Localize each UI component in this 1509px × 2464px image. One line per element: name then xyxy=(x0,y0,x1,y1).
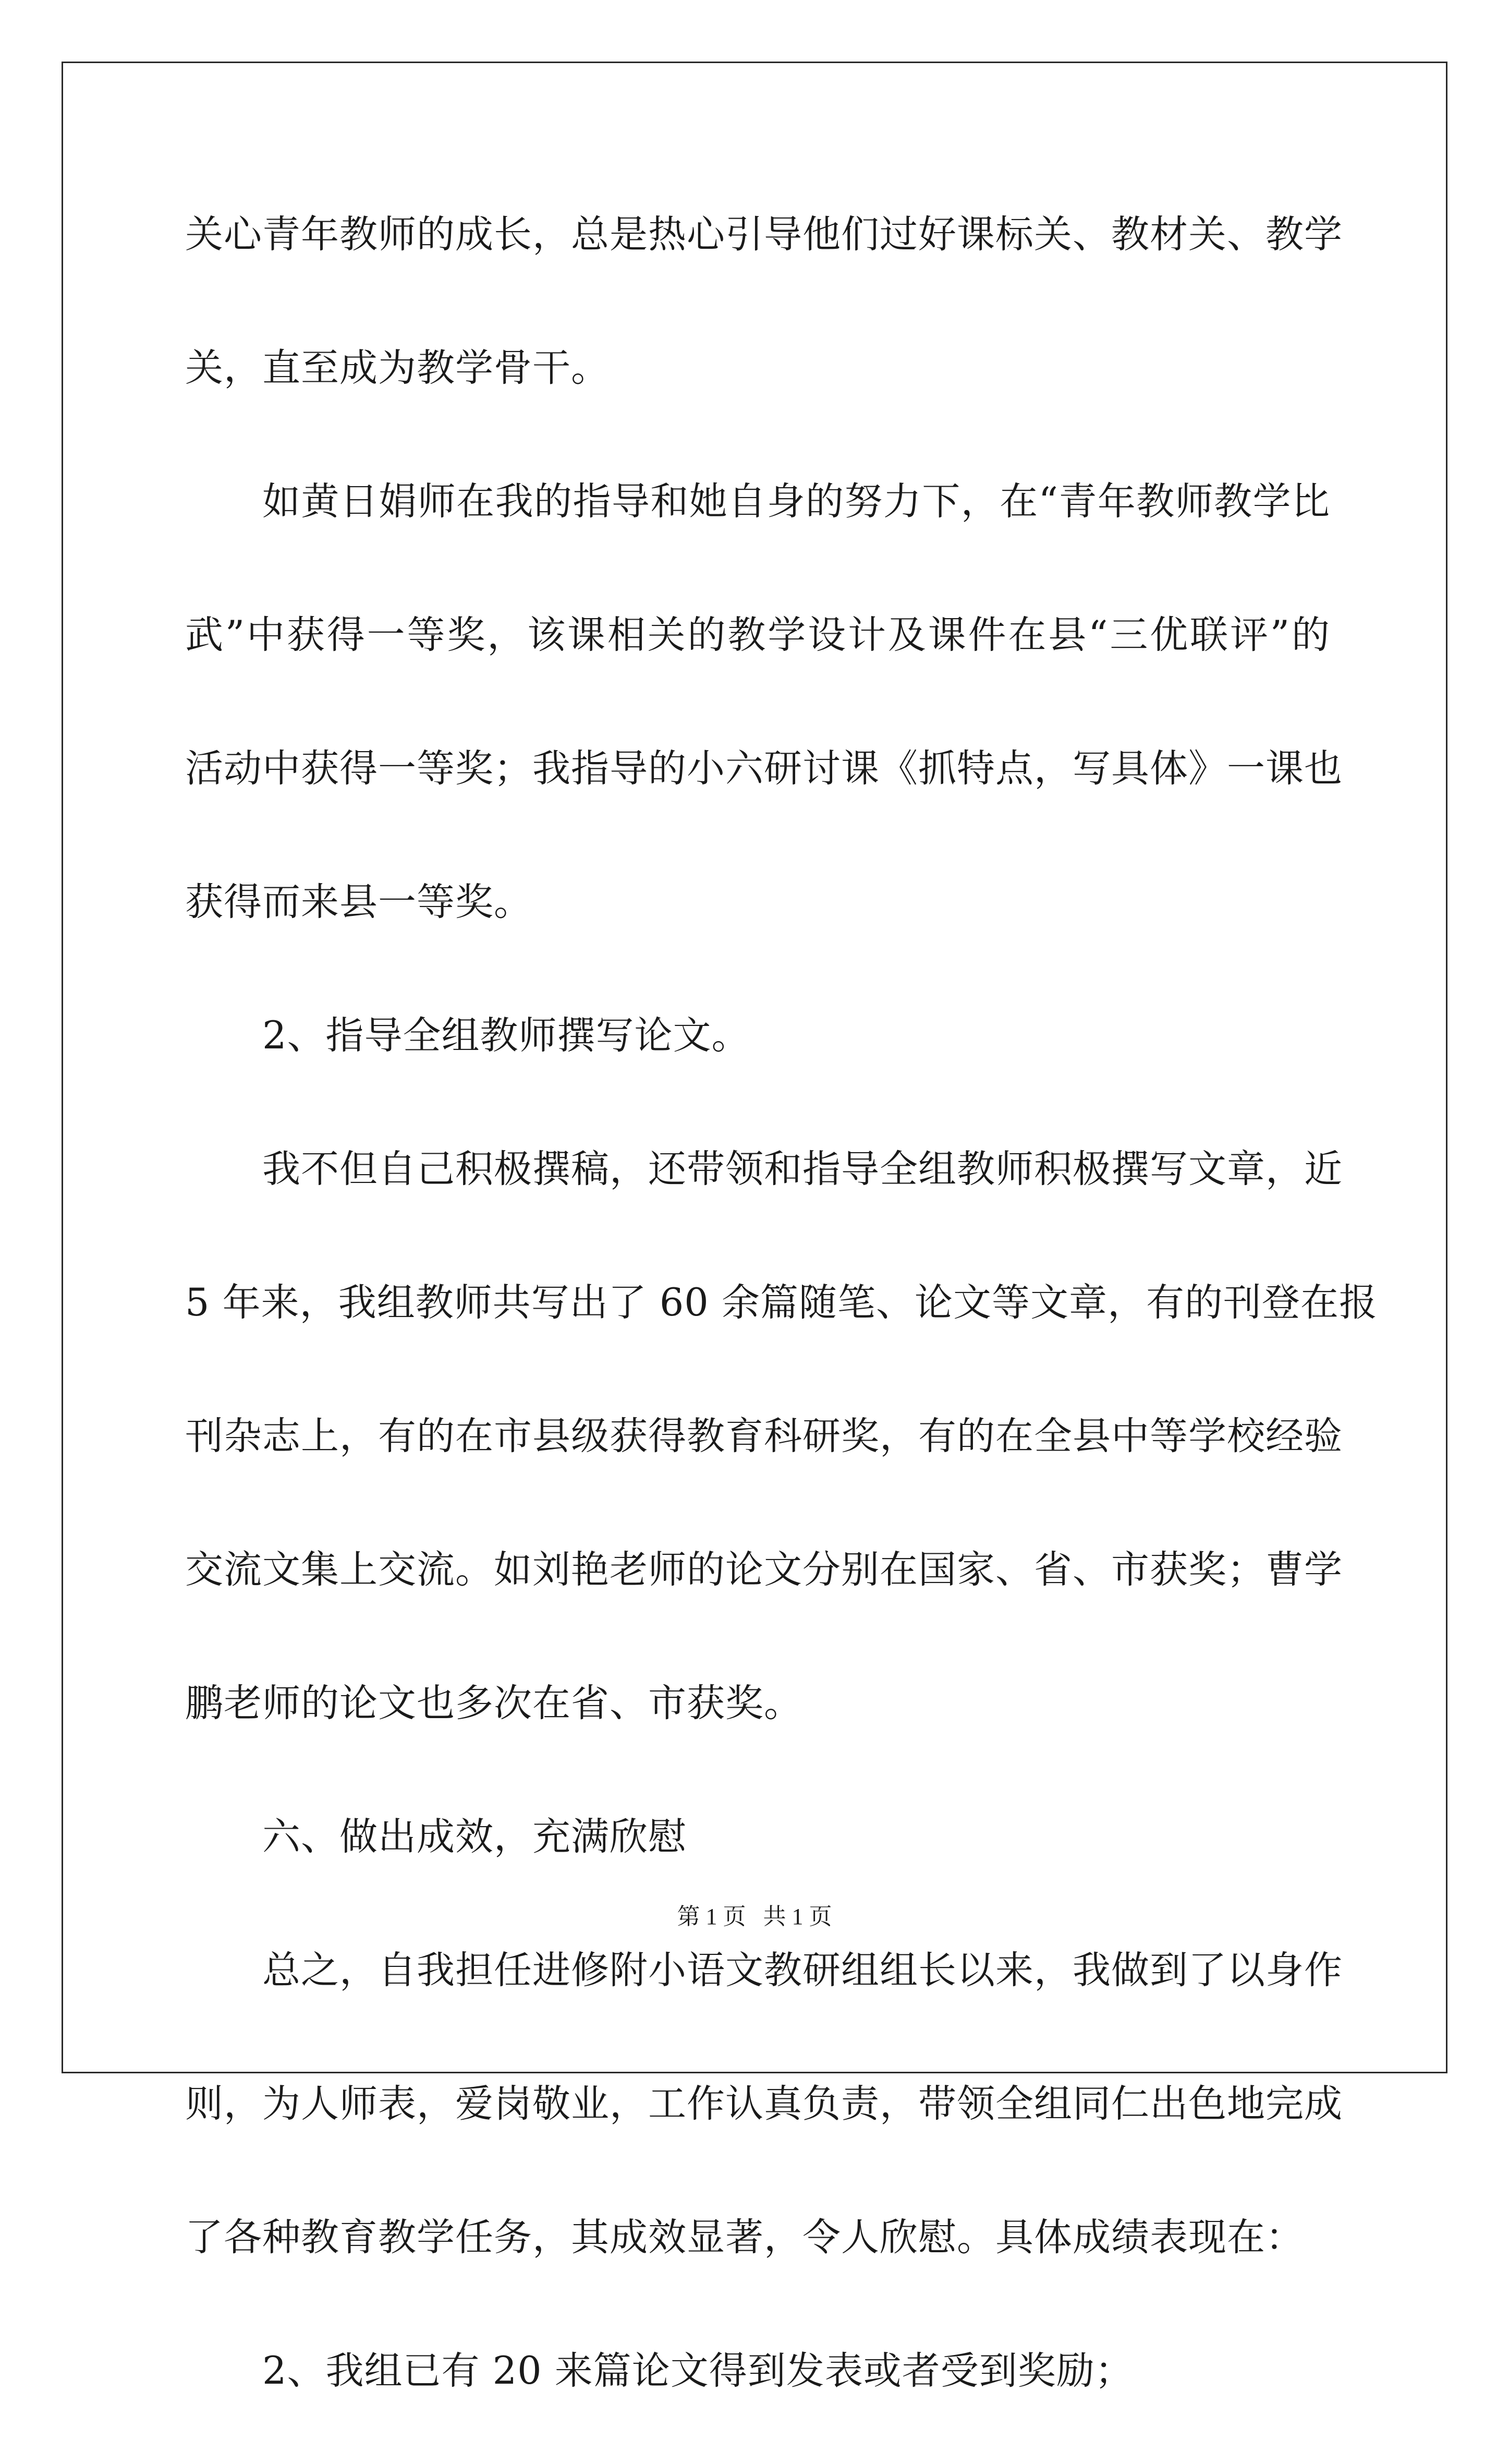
text-line: 关心青年教师的成长，总是热心引导他们过好课标关、教材关、教学 xyxy=(185,212,1343,257)
text-line: 我不但自己积极撰稿，还带领和指导全组教师积极撰写文章，近 xyxy=(262,1147,1343,1191)
text-line: 六、做出成效，充满欣慰 xyxy=(262,1815,687,1859)
text-line: 刊杂志上，有的在市县级获得教育科研奖，有的在全县中等学校经验 xyxy=(185,1414,1343,1458)
text-line: 2、我组已有 20 来篇论文得到发表或者受到奖励； xyxy=(262,2349,1134,2393)
text-line: 总之，自我担任进修附小语文教研组组长以来，我做到了以身作 xyxy=(262,1948,1343,1992)
text-line: 2、指导全组教师撰写论文。 xyxy=(262,1013,750,1058)
text-line: 鹏老师的论文也多次在省、市获奖。 xyxy=(185,1681,802,1725)
page-total-label: 共 1 页 xyxy=(763,1904,832,1929)
text-line: 则，为人师表，爱岗敬业，工作认真负责，带领全组同仁出色地完成 xyxy=(185,2082,1343,2126)
text-line: 了各种教育教学任务，其成效显著，令人欣慰。具体成绩表现在： xyxy=(185,2215,1304,2260)
text-line: 关，直至成为教学骨干。 xyxy=(185,346,610,390)
text-line: 如黄日娟师在我的指导和她自身的努力下，在“青年教师教学比 xyxy=(262,479,1330,524)
page-number-label: 第 1 页 xyxy=(677,1904,746,1929)
text-line: 活动中获得一等奖；我指导的小六研讨课《抓特点，写具体》一课也 xyxy=(185,746,1343,791)
text-line: 5 年来，我组教师共写出了 60 余篇随笔、论文等文章，有的刊登在报 xyxy=(185,1281,1378,1325)
text-line: 获得而来县一等奖。 xyxy=(185,880,532,924)
text-line: 交流文集上交流。如刘艳老师的论文分别在国家、省、市获奖；曹学 xyxy=(185,1548,1343,1592)
footer-spacer xyxy=(746,1904,763,1929)
page-footer xyxy=(0,1898,1509,1931)
text-line: 武”中获得一等奖，该课相关的教学设计及课件在县“三优联评”的 xyxy=(185,613,1330,657)
document-body xyxy=(185,194,1378,2464)
